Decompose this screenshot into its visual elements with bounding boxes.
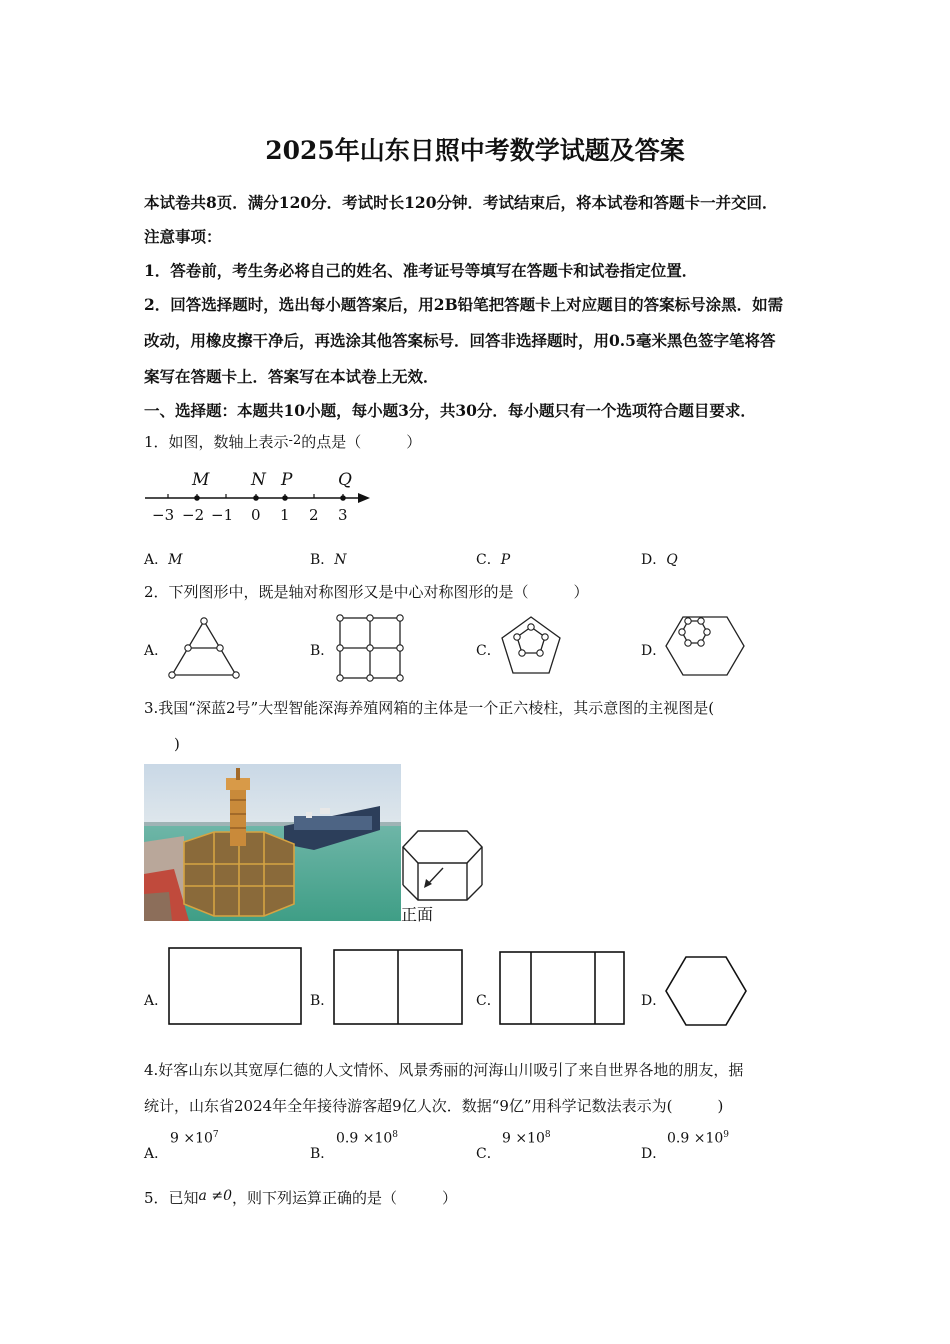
question-1-value: -2 [288, 433, 302, 448]
option-letter: D． [641, 552, 667, 568]
notice-heading: 注意事项： [144, 227, 222, 246]
option-base: 0.9 ×10 [336, 1130, 393, 1147]
option-letter: B． [310, 552, 335, 568]
option-exponent: 8 [392, 1130, 398, 1140]
q4-option-a-letter: A． [144, 1146, 169, 1162]
q2-option-b-letter: B． [310, 643, 335, 659]
tick-label: 2 [309, 506, 319, 524]
q3-option-a-rectangle [169, 948, 301, 1024]
option-base: 9 ×10 [502, 1130, 545, 1147]
question-5-stem [144, 1187, 457, 1208]
option-letter: A． [144, 552, 169, 568]
question-4-stem-line2: 统计，山东省2024年全年接待游客超9亿人次．数据“9亿”用科学记数法表示为( ) [144, 1097, 724, 1115]
q4-option-d-letter: D． [641, 1146, 667, 1162]
option-text: M [168, 552, 183, 568]
option-exponent: 8 [544, 1130, 551, 1140]
point-label-p: P [281, 470, 293, 490]
tick-label: −1 [211, 506, 234, 524]
option-exponent: 7 [212, 1130, 219, 1140]
front-view-label: 正面 [401, 905, 434, 924]
notice-item-2-line3: 案写在答题卡上．答案写在本试卷上无效． [144, 367, 439, 386]
option-base: 0.9 ×10 [667, 1130, 724, 1147]
point-label-m: M [192, 470, 210, 490]
option-base: 9 ×10 [170, 1130, 213, 1147]
q3-option-d-letter: D． [641, 993, 667, 1009]
question-1-stem-end: 的点是（ ） [301, 433, 422, 451]
question-2-stem: 2．下列图形中，既是轴对称图形又是中心对称图形的是（ ） [144, 583, 589, 601]
question-3-stem-line2: ) [144, 735, 180, 753]
point-label-q: Q [338, 470, 352, 490]
q2-option-c-letter: C． [476, 643, 501, 659]
notice-item-1: 1．答卷前，考生务必将自己的姓名、准考证号等填写在答题卡和试卷指定位置． [144, 261, 698, 280]
question-4-stem-line1: 4.好客山东以其宽厚仁德的人文情怀、风景秀丽的河海山川吸引了来自世界各地的朋友，据 [144, 1061, 744, 1079]
option-text: Q [666, 552, 678, 568]
notice-item-2-line2: 改动，用橡皮擦干净后，再选涂其他答案标号．回答非选择题时，用0.5毫米黑色签字笔将答 [144, 331, 776, 350]
page-title: 2025年山东日照中考数学试题及答案 [265, 136, 685, 165]
q4-option-c-letter: C． [476, 1146, 501, 1162]
q3-option-b-letter: B． [310, 993, 335, 1009]
tick-label: 1 [280, 506, 290, 524]
q3-option-c-letter: C． [476, 993, 501, 1009]
tick-label: −2 [182, 506, 205, 524]
option-text: N [334, 552, 347, 568]
point-label-n: N [251, 470, 266, 490]
q2-option-a-letter: A． [144, 643, 169, 659]
question-5-condition: a ≠0 [198, 1188, 232, 1204]
section-heading: 一、选择题：本题共10小题，每小题3分，共30分．每小题只有一个选项符合题目要求． [144, 401, 756, 420]
option-letter: C． [476, 552, 501, 568]
option-text: P [500, 552, 511, 568]
option-exponent: 9 [723, 1130, 729, 1140]
question-3-stem-line1: 3.我国“深蓝2号”大型智能深海养殖网箱的主体是一个正六棱柱，其示意图的主视图是( [144, 699, 715, 717]
question-5-stem-end: ，则下列运算正确的是（ ） [231, 1189, 457, 1207]
q3-option-b-two-panels [334, 950, 462, 1024]
q4-option-d-value [667, 1130, 729, 1147]
tick-label: 3 [338, 506, 348, 524]
notice-item-2-line1: 2．回答选择题时，选出每小题答案后，用2B铅笔把答题卡上对应题目的答案标号涂黑．如需 [144, 295, 784, 314]
q4-option-a-value [170, 1130, 219, 1147]
tick-label: 0 [251, 506, 261, 524]
q3-option-d-hexagon [666, 957, 746, 1025]
q4-option-c-value [502, 1130, 551, 1147]
question-5-stem-text: 5．已知 [144, 1189, 199, 1207]
tick-label: −3 [152, 506, 175, 524]
q4-option-b-value [336, 1130, 398, 1147]
question-1-stem-text: 1．如图，数轴上表示 [144, 433, 289, 451]
q3-option-a-letter: A． [144, 993, 169, 1009]
q2-option-d-letter: D． [641, 643, 667, 659]
q3-option-c-three-panels [500, 952, 624, 1024]
q4-option-b-letter: B． [310, 1146, 335, 1162]
intro-text: 本试卷共8页．满分120分．考试时长120分钟．考试结束后，将本试卷和答题卡一并交回． [144, 193, 778, 212]
